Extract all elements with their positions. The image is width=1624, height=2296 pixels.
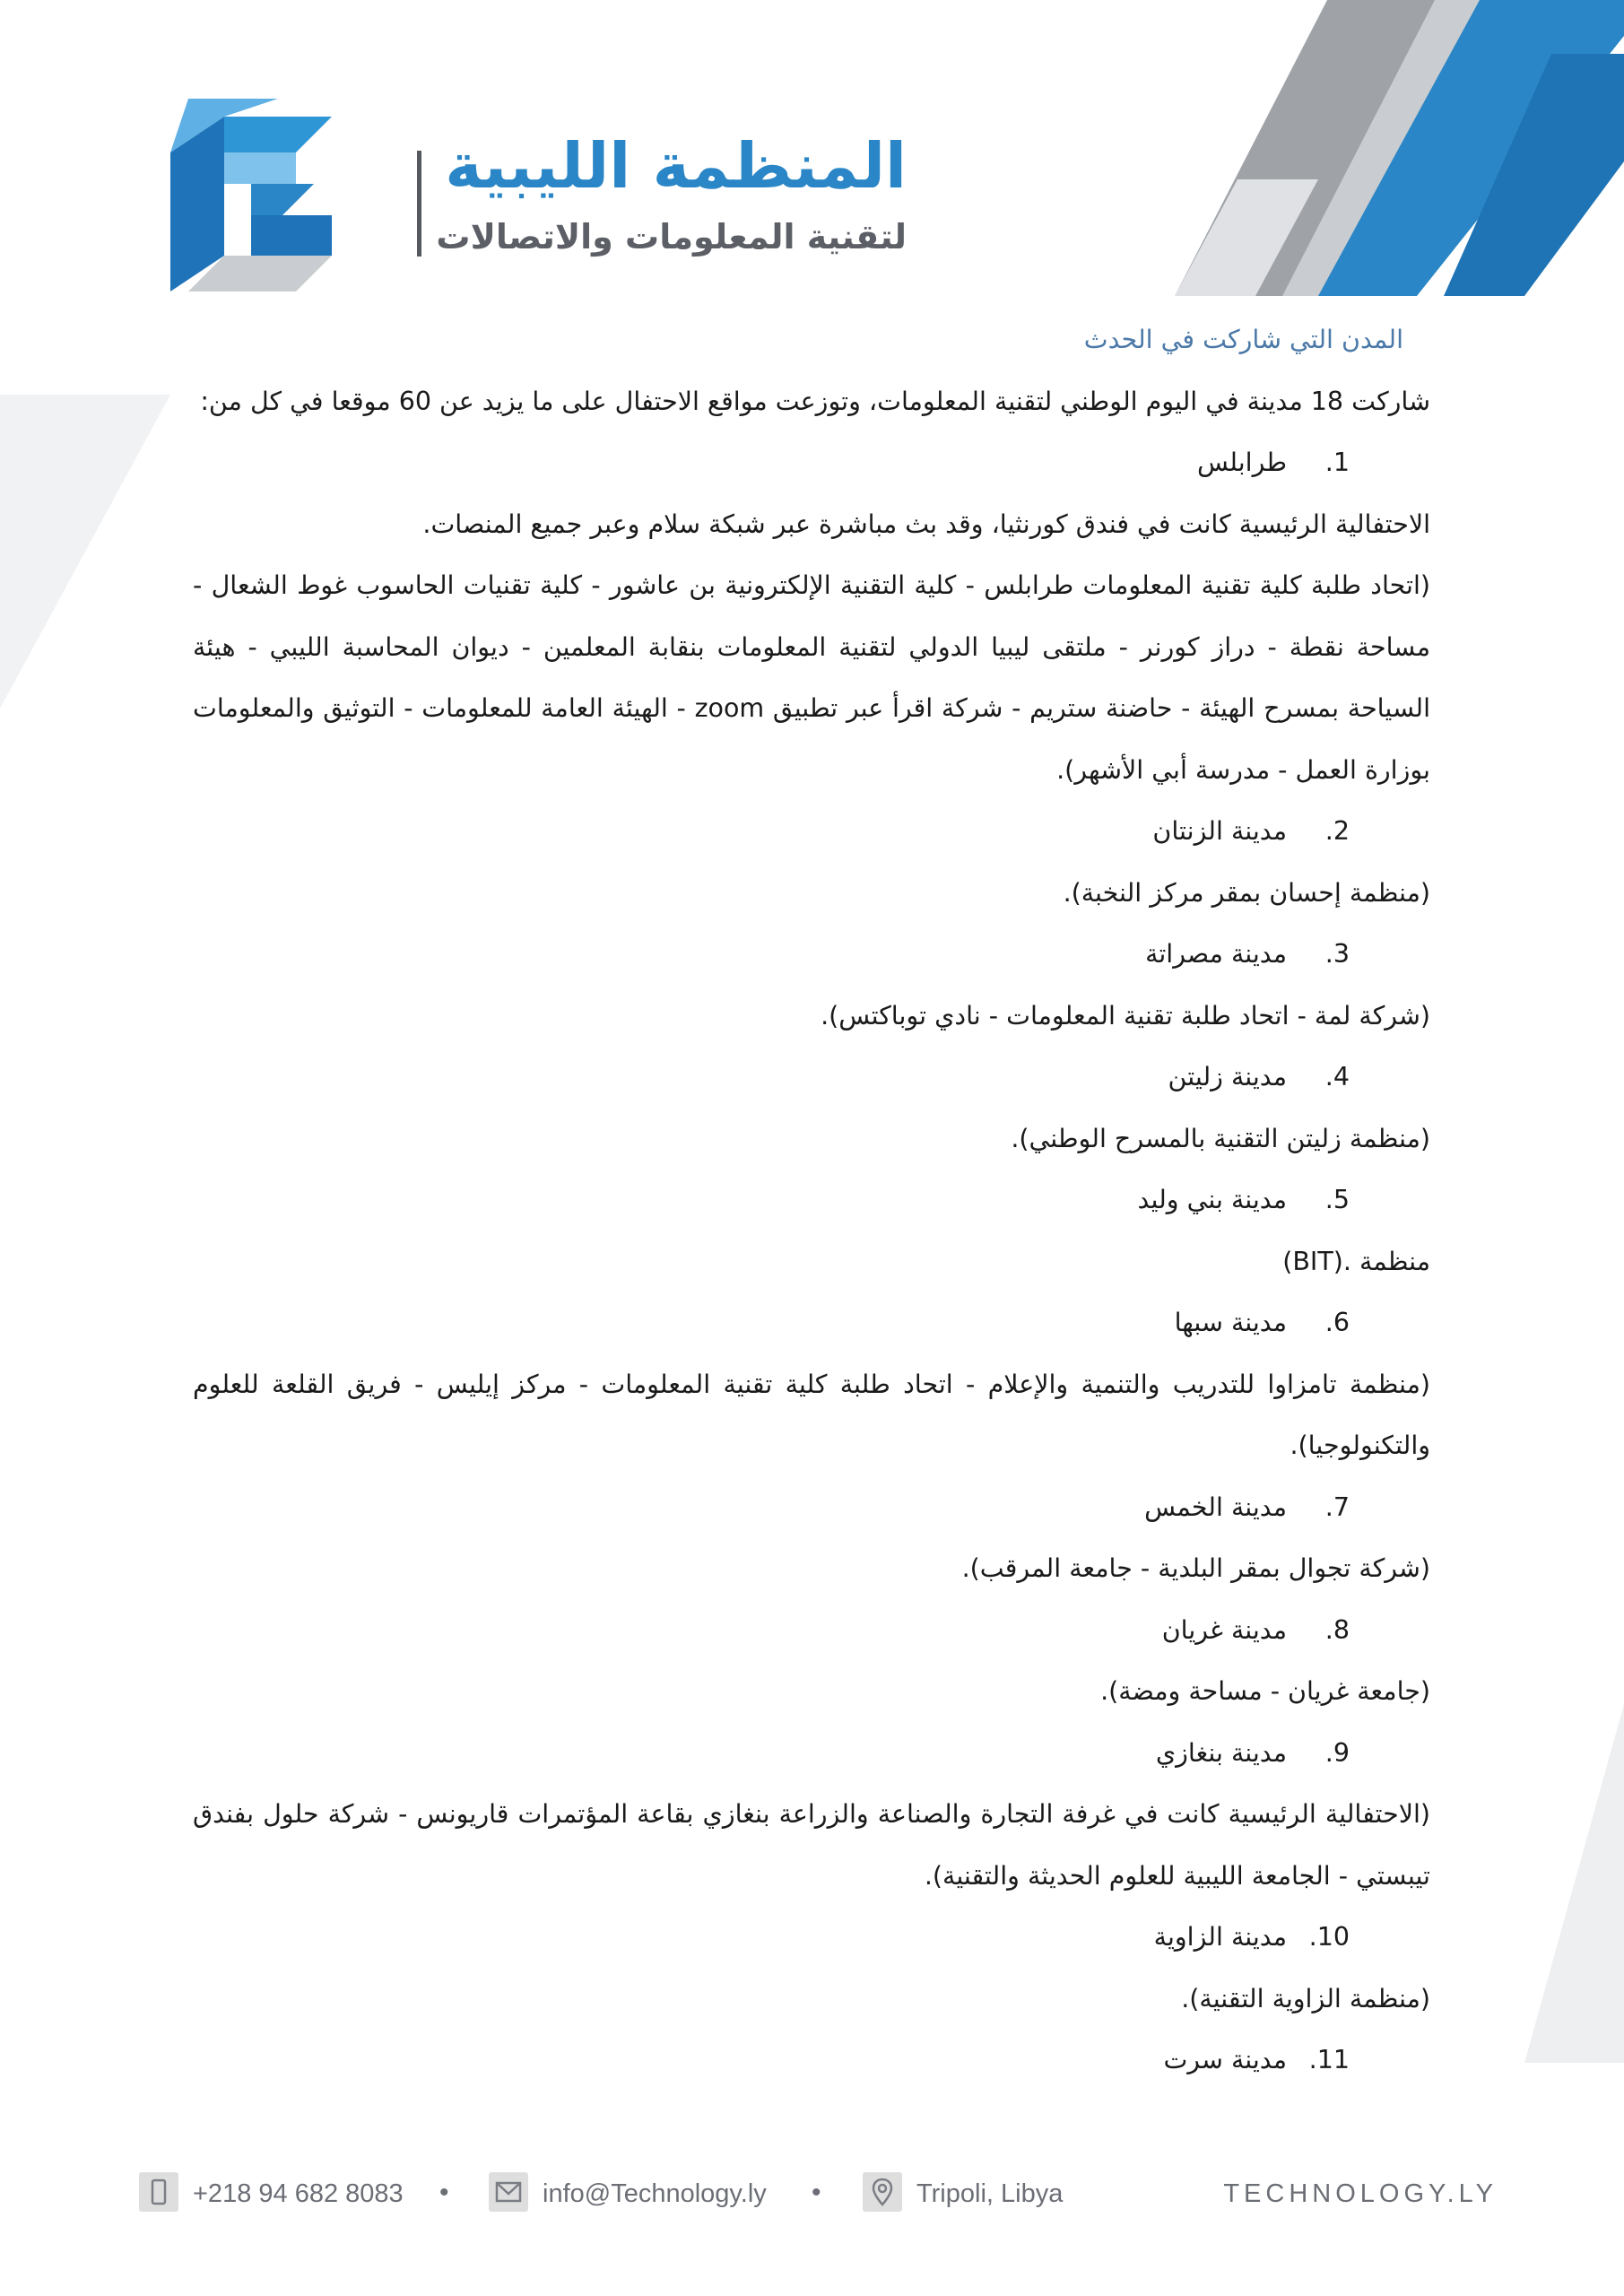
list-number: 11. (1308, 2045, 1350, 2074)
list-item (193, 1907, 1430, 1969)
list-item (193, 1047, 1430, 1109)
list-item (193, 1600, 1430, 1662)
city-name: مدينة غريان (1161, 1614, 1287, 1645)
city-detail: (منظمة زليتن التقنية بالمسرح الوطني). (1011, 1123, 1430, 1153)
list-number: 10. (1308, 1922, 1350, 1952)
org-logo-icon (170, 99, 350, 305)
document-body (193, 309, 1430, 2092)
city-detail: منظمة .(BIT) (1282, 1246, 1430, 1276)
city-detail: الاحتفالية الرئيسية كانت في فندق كورنثيا، وقد بث مباشرة عبر شبكة سلام وعبر جميع المنصات. (422, 509, 1430, 539)
list-item (193, 1477, 1430, 1539)
footer-location: Tripoli, Libya (916, 2179, 1064, 2208)
list-item (193, 1723, 1430, 1785)
city-detail: (منظمة الزاوية التقنية). (1181, 1983, 1430, 2013)
right-triangle-decoration (1524, 1704, 1624, 2063)
list-number: 1. (1324, 448, 1350, 477)
city-detail: (منظمة إحسان بمقر مركز النخبة). (1063, 877, 1430, 908)
list-number: 3. (1324, 939, 1350, 969)
footer-separator: • (439, 2178, 449, 2207)
footer-email[interactable]: info@Technology.ly (543, 2179, 767, 2208)
page-footer (135, 2170, 1498, 2224)
footer-website[interactable]: TECHNOLOGY.LY (1223, 2179, 1498, 2208)
city-detail: (شركة لمة - اتحاد طلبة تقنية المعلومات - نادي توباكتس). (821, 1000, 1430, 1031)
city-detail: (جامعة غريان - مساحة ومضة). (1100, 1676, 1430, 1706)
city-name: مدينة زليتن (1168, 1062, 1287, 1091)
city-detail: (اتحاد طلبة كلية تقنية المعلومات طرابلس - كلية التقنية الإلكترونية بن عاشور - كلية تقنيات الحاسوب غوط الشعال - مساحة نقطة - دراز كورنر - ملتقى ليبيا الدولي لتقنية المعلومات بنقابة المعلمين - ديوان المحاسبة الليبي - هيئة السياحة بمسرح الهيئة - حاضنة ستريم - شركة اقرأ عبر تطبيق zoom - الهيئة العامة للمعلومات - التوثيق والمعلومات بوزارة العمل - مدرسة أبي الأشهر). (193, 570, 1430, 785)
phone-icon (139, 2172, 178, 2212)
city-name: مدينة الزنتان (1152, 816, 1287, 846)
location-pin-icon (863, 2172, 902, 2212)
city-detail: (منظمة تامزاوا للتدريب والتنمية والإعلام - اتحاد طلبة كلية تقنية المعلومات - مركز إيليس - فريق القلعة للعلوم والتكنولوجيا). (193, 1369, 1430, 1460)
list-number: 5. (1324, 1185, 1350, 1214)
city-detail: (الاحتفالية الرئيسية كانت في غرفة التجارة والصناعة والزراعة بنغازي بقاعة المؤتمرات قاريونس - شركة حلول بفندق تيبستي - الجامعة الليبية للعلوم الحديثة والتقنية). (193, 1799, 1430, 1891)
list-number: 7. (1324, 1492, 1350, 1522)
city-name: مدينة مصراتة (1145, 939, 1287, 969)
city-name: مدينة سرت (1163, 2045, 1287, 2074)
list-number: 2. (1324, 816, 1350, 846)
footer-phone[interactable]: +218 94 682 8083 (193, 2179, 404, 2208)
list-item (193, 1170, 1430, 1231)
list-item (193, 924, 1430, 986)
city-name: طرابلس (1196, 448, 1287, 477)
list-item (193, 1292, 1430, 1354)
list-number: 8. (1324, 1614, 1350, 1645)
list-item (193, 2030, 1430, 2092)
list-item (193, 801, 1430, 863)
city-detail: (شركة تجوال بمقر البلدية - جامعة المرقب). (961, 1553, 1430, 1583)
city-name: مدينة بنغازي (1155, 1737, 1287, 1768)
section-title: المدن التي شاركت في الحدث (1083, 325, 1403, 354)
chevron-decoration (1175, 0, 1624, 296)
org-name: المنظمة الليبية (445, 129, 907, 203)
org-subtitle: لتقنية المعلومات والاتصالات (436, 217, 907, 257)
list-item (193, 432, 1430, 494)
list-number: 9. (1324, 1737, 1350, 1768)
intro-paragraph: شاركت 18 مدينة في اليوم الوطني لتقنية المعلومات، وتوزعت مواقع الاحتفال على ما يزيد عن 60 موقعا في كل من: (200, 386, 1430, 416)
city-name: مدينة الزاوية (1153, 1922, 1287, 1952)
city-name: مدينة بني وليد (1137, 1185, 1287, 1214)
footer-separator: • (812, 2178, 821, 2207)
list-number: 6. (1324, 1308, 1350, 1337)
city-name: مدينة سبها (1174, 1308, 1287, 1337)
list-number: 4. (1324, 1062, 1350, 1091)
left-triangle-decoration (0, 395, 170, 709)
email-icon (489, 2172, 528, 2212)
city-name: مدينة الخمس (1144, 1492, 1287, 1522)
